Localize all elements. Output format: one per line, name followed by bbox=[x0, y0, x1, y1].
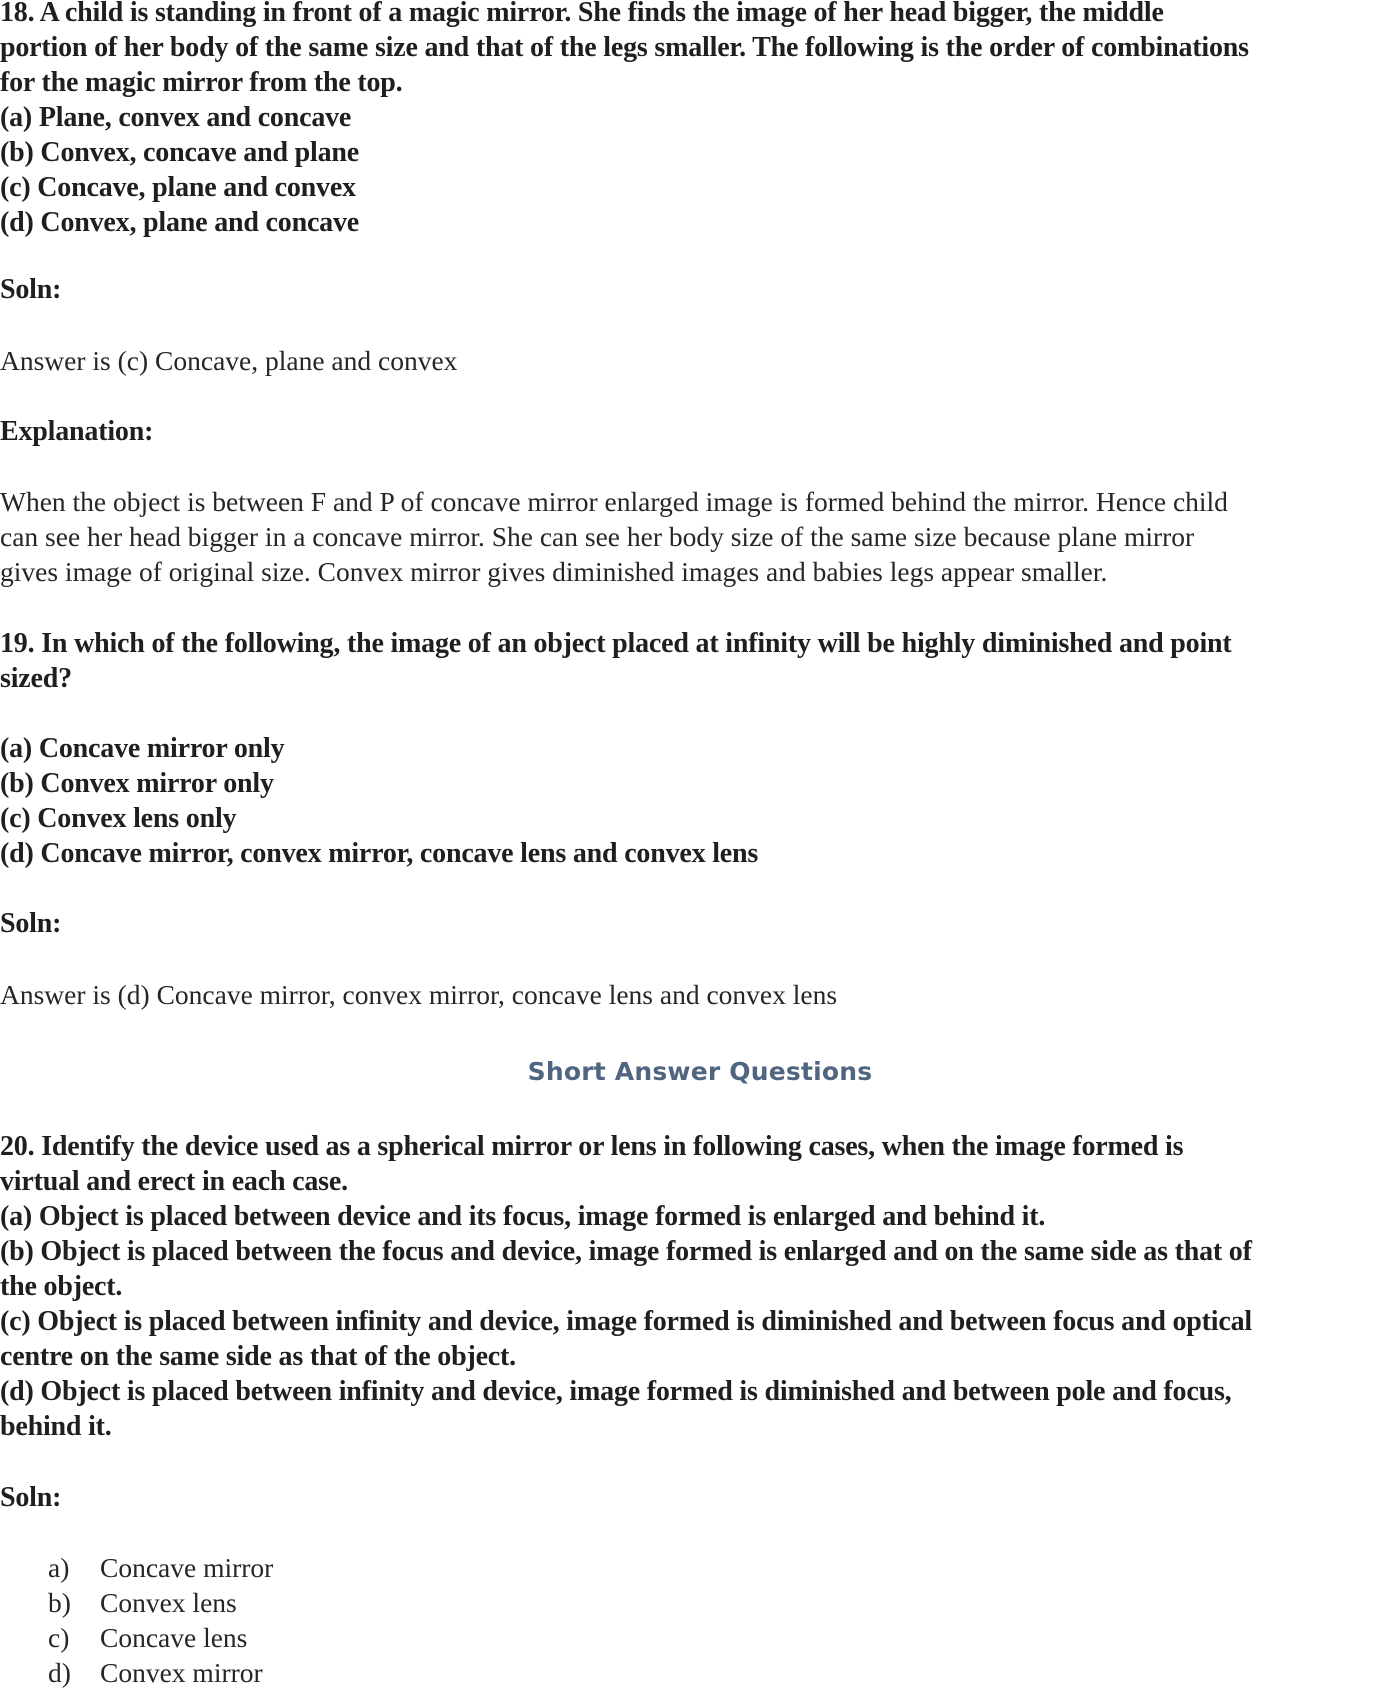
explanation-text bbox=[0, 484, 1390, 589]
list-label: a) bbox=[48, 1552, 70, 1583]
explanation-label: Explanation: bbox=[0, 416, 154, 447]
list-text: Convex mirror bbox=[100, 1657, 263, 1688]
option-d: (d) Concave mirror, convex mirror, concave lens and convex lens bbox=[0, 838, 759, 869]
case-a: (a) Object is placed between device and its focus, image formed is enlarged and behind it. bbox=[0, 1201, 1046, 1232]
case-b: (b) Object is placed between the focus and device, image formed is enlarged and on the same side as that of bbox=[0, 1236, 1252, 1267]
case-d-cont: behind it. bbox=[0, 1411, 112, 1442]
question-text-line: portion of her body of the same size and that of the legs smaller. The following is the order of combinations bbox=[0, 32, 1249, 63]
question-text-line: 20. Identify the device used as a spherical mirror or lens in following cases, when the image formed is bbox=[0, 1131, 1184, 1162]
question-text-line: sized? bbox=[0, 663, 72, 694]
explanation-line: When the object is between F and P of concave mirror enlarged image is formed behind the mirror. Hence child bbox=[0, 486, 1228, 517]
list-item bbox=[48, 1585, 273, 1620]
list-item bbox=[48, 1620, 273, 1655]
case-b-cont: the object. bbox=[0, 1271, 123, 1302]
soln-label: Soln: bbox=[0, 1482, 62, 1513]
soln-label: Soln: bbox=[0, 274, 62, 305]
question-20 bbox=[0, 1129, 1390, 1444]
question-19 bbox=[0, 626, 1390, 696]
list-label: d) bbox=[48, 1657, 71, 1688]
option-a: (a) Plane, convex and concave bbox=[0, 102, 352, 133]
option-a: (a) Concave mirror only bbox=[0, 733, 285, 764]
case-c-cont: centre on the same side as that of the object. bbox=[0, 1341, 516, 1372]
explanation-line: gives image of original size. Convex mirror gives diminished images and babies legs appear smaller. bbox=[0, 556, 1108, 587]
question-18 bbox=[0, 0, 1390, 240]
list-item bbox=[48, 1655, 273, 1690]
option-d: (d) Convex, plane and concave bbox=[0, 207, 359, 238]
option-c: (c) Concave, plane and convex bbox=[0, 172, 356, 203]
list-text: Concave lens bbox=[100, 1622, 248, 1653]
list-item bbox=[48, 1550, 273, 1585]
list-text: Concave mirror bbox=[100, 1552, 274, 1583]
question-text-line: for the magic mirror from the top. bbox=[0, 67, 403, 98]
option-b: (b) Convex, concave and plane bbox=[0, 137, 359, 168]
question-text-line: virtual and erect in each case. bbox=[0, 1166, 348, 1197]
question-text-line: 18. A child is standing in front of a magic mirror. She finds the image of her head bigger, the middle bbox=[0, 0, 1164, 28]
question-19-options bbox=[0, 731, 1390, 871]
case-c: (c) Object is placed between infinity and device, image formed is diminished and between focus and optical bbox=[0, 1306, 1252, 1337]
explanation-line: can see her head bigger in a concave mirror. She can see her body size of the same size because plane mirror bbox=[0, 521, 1195, 552]
section-heading: Short Answer Questions bbox=[527, 1057, 873, 1086]
answer-text: Answer is (d) Concave mirror, convex mirror, concave lens and convex lens bbox=[0, 979, 838, 1010]
list-text: Convex lens bbox=[100, 1587, 237, 1618]
question-text-line: 19. In which of the following, the image of an object placed at infinity will be highly diminished and point bbox=[0, 628, 1232, 659]
list-label: c) bbox=[48, 1622, 70, 1653]
case-d: (d) Object is placed between infinity and device, image formed is diminished and between pole and focus, bbox=[0, 1376, 1232, 1407]
answer-text: Answer is (c) Concave, plane and convex bbox=[0, 345, 458, 376]
list-label: b) bbox=[48, 1587, 71, 1618]
option-b: (b) Convex mirror only bbox=[0, 768, 274, 799]
soln-label: Soln: bbox=[0, 908, 62, 939]
answer-list bbox=[48, 1550, 273, 1690]
option-c: (c) Convex lens only bbox=[0, 803, 237, 834]
